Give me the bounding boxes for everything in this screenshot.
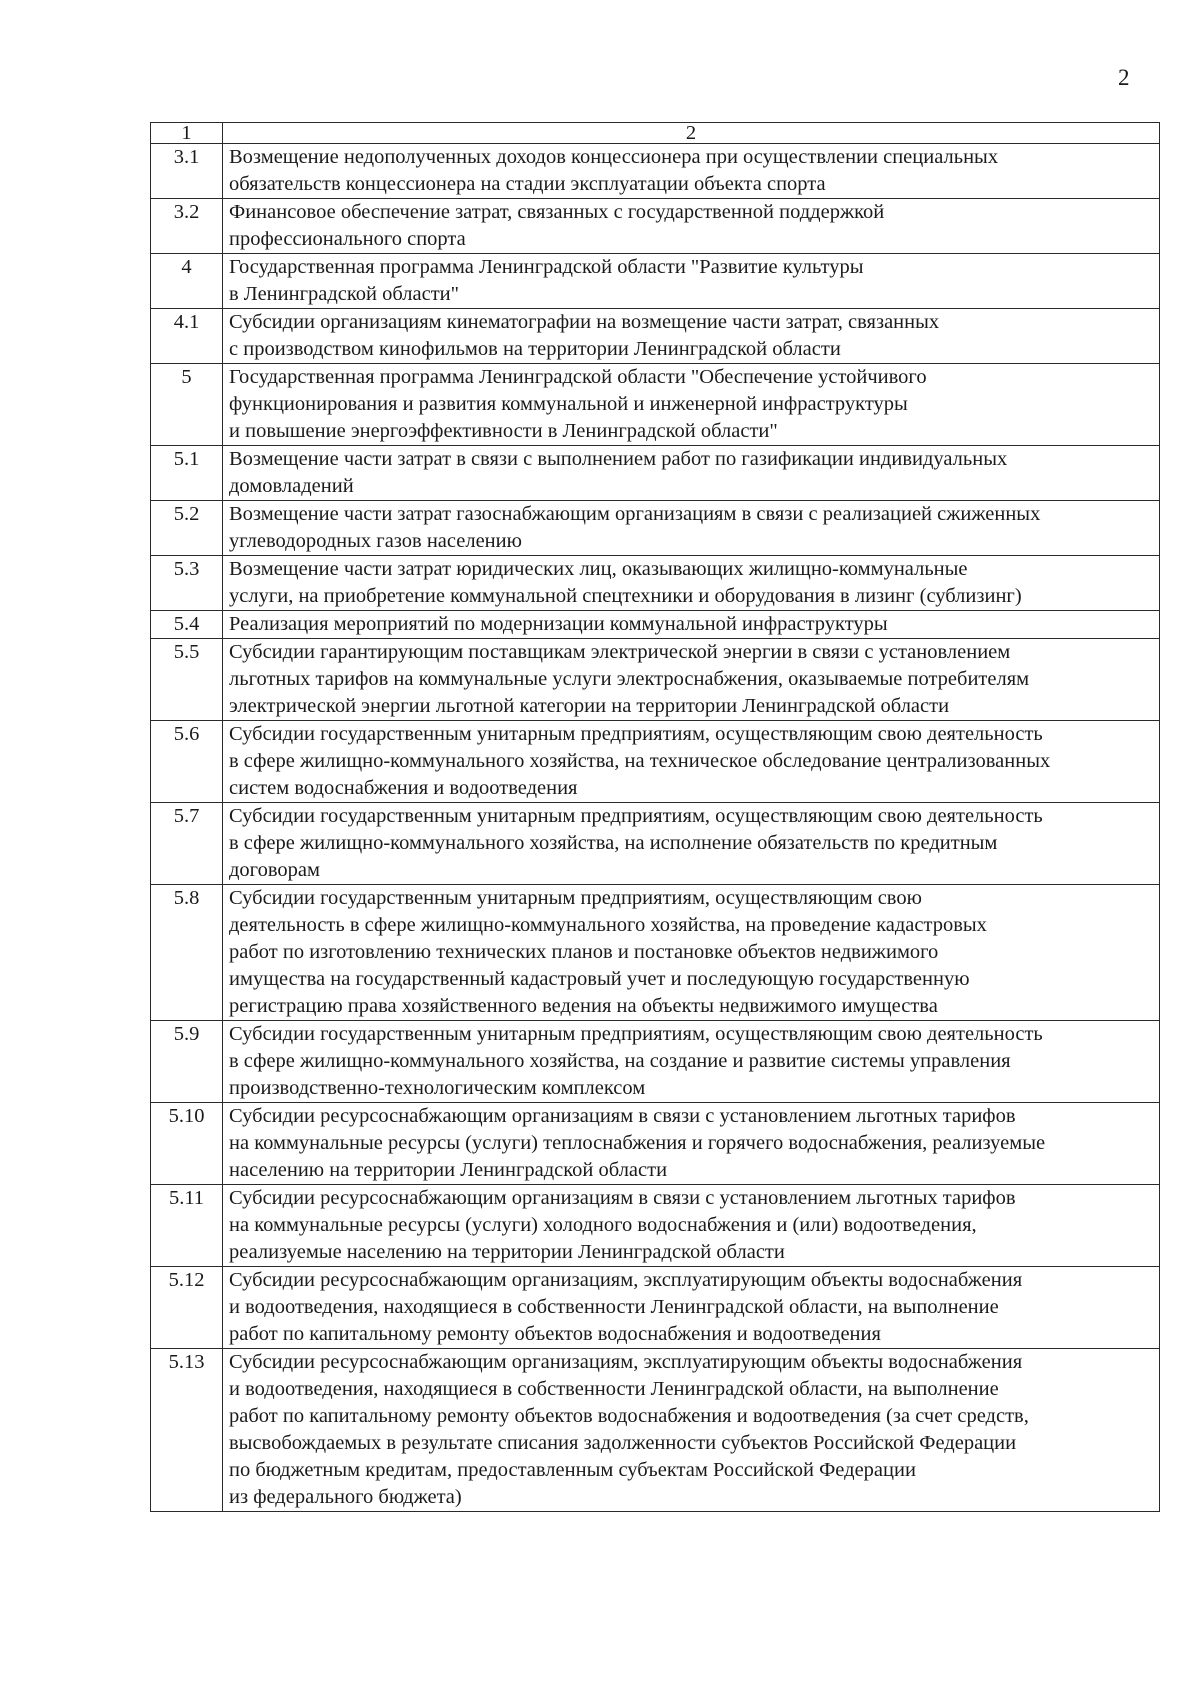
row-number: 5.12: [151, 1267, 223, 1349]
description-line: в Ленинградской области": [229, 283, 460, 305]
row-description: [223, 1267, 1160, 1349]
row-number: 5.7: [151, 803, 223, 885]
description-line: работ по капитальному ремонту объектов водоснабжения и водоотведения (за счет средств,: [229, 1405, 1029, 1427]
row-number: 5.5: [151, 639, 223, 721]
row-number: 5.4: [151, 611, 223, 639]
page-number: 2: [1118, 65, 1130, 90]
description-line: Субсидии ресурсоснабжающим организациям, эксплуатирующим объекты водоснабжения: [229, 1351, 1023, 1373]
description-line: и повышение энергоэффективности в Ленинградской области": [229, 420, 778, 442]
description-line: в сфере жилищно-коммунального хозяйства, на техническое обследование централизованных: [229, 750, 1051, 772]
description-line: имущества на государственный кадастровый учет и последующую государственную: [229, 968, 970, 990]
description-line: систем водоснабжения и водоотведения: [229, 777, 578, 799]
table-row: [151, 611, 1160, 639]
description-line: Субсидии ресурсоснабжающим организациям в связи с установлением льготных тарифов: [229, 1105, 1016, 1127]
row-number: 3.1: [151, 144, 223, 199]
description-line: по бюджетным кредитам, предоставленным субъектам Российской Федерации: [229, 1459, 916, 1481]
row-description: [223, 199, 1160, 254]
row-description: [223, 556, 1160, 611]
description-line: домовладений: [229, 475, 354, 497]
description-line: Возмещение части затрат юридических лиц, оказывающих жилищно-коммунальные: [229, 558, 968, 580]
description-line: работ по изготовлению технических планов и постановке объектов недвижимого: [229, 941, 939, 963]
description-line: профессионального спорта: [229, 228, 466, 250]
table-row: [151, 144, 1160, 199]
row-description: [223, 721, 1160, 803]
row-description: [223, 501, 1160, 556]
row-description: [223, 1185, 1160, 1267]
description-line: услуги, на приобретение коммунальной спецтехники и оборудования в лизинг (сублизинг): [229, 585, 1022, 607]
table-row: [151, 639, 1160, 721]
row-description: [223, 1349, 1160, 1512]
table-row: [151, 199, 1160, 254]
row-number: 5.13: [151, 1349, 223, 1512]
table-row: [151, 446, 1160, 501]
row-description: [223, 1021, 1160, 1103]
description-line: функционирования и развития коммунальной и инженерной инфраструктуры: [229, 393, 908, 415]
table-row: [151, 885, 1160, 1021]
description-line: деятельность в сфере жилищно-коммунального хозяйства, на проведение кадастровых: [229, 914, 987, 936]
description-line: Субсидии государственным унитарным предприятиям, осуществляющим свою деятельность: [229, 723, 1043, 745]
description-line: Субсидии организациям кинематографии на возмещение части затрат, связанных: [229, 311, 940, 333]
description-line: и водоотведения, находящиеся в собственности Ленинградской области, на выполнение: [229, 1378, 999, 1400]
description-line: производственно-технологическим комплексом: [229, 1077, 646, 1099]
row-description: [223, 446, 1160, 501]
row-description: [223, 611, 1160, 639]
table-row: [151, 1349, 1160, 1512]
description-line: в сфере жилищно-коммунального хозяйства, на создание и развитие системы управления: [229, 1050, 1011, 1072]
table-row: [151, 364, 1160, 446]
description-line: Субсидии гарантирующим поставщикам электрической энергии в связи с установлением: [229, 641, 1011, 663]
table-header-row: [151, 123, 1160, 144]
description-line: Субсидии государственным унитарным предприятиям, осуществляющим свою деятельность: [229, 1023, 1043, 1045]
description-line: на коммунальные ресурсы (услуги) холодного водоснабжения и (или) водоотведения,: [229, 1214, 977, 1236]
description-line: Возмещение части затрат в связи с выполнением работ по газификации индивидуальных: [229, 448, 1008, 470]
row-description: [223, 364, 1160, 446]
table-row: [151, 1103, 1160, 1185]
description-line: из федерального бюджета): [229, 1486, 462, 1508]
description-line: Возмещение недополученных доходов концессионера при осуществлении специальных: [229, 146, 999, 168]
description-line: Возмещение части затрат газоснабжающим организациям в связи с реализацией сжиженных: [229, 503, 1041, 525]
row-number: 5.2: [151, 501, 223, 556]
row-description: [223, 254, 1160, 309]
description-line: Субсидии ресурсоснабжающим организациям в связи с установлением льготных тарифов: [229, 1187, 1016, 1209]
column-header-text: 2: [223, 123, 1160, 144]
table-row: [151, 803, 1160, 885]
row-number: 4.1: [151, 309, 223, 364]
description-line: и водоотведения, находящиеся в собственности Ленинградской области, на выполнение: [229, 1296, 999, 1318]
table-row: [151, 1185, 1160, 1267]
table-row: [151, 721, 1160, 803]
description-line: реализуемые населению на территории Ленинградской области: [229, 1241, 785, 1263]
description-line: Государственная программа Ленинградской области "Обеспечение устойчивого: [229, 366, 927, 388]
row-number: 5.6: [151, 721, 223, 803]
table-row: [151, 1021, 1160, 1103]
description-line: Субсидии государственным унитарным предприятиям, осуществляющим свою: [229, 887, 922, 909]
row-number: 5.10: [151, 1103, 223, 1185]
row-description: [223, 885, 1160, 1021]
table-row: [151, 254, 1160, 309]
description-line: высвобождаемых в результате списания задолженности субъектов Российской Федерации: [229, 1432, 1017, 1454]
row-number: 3.2: [151, 199, 223, 254]
description-line: углеводородных газов населению: [229, 530, 522, 552]
description-line: с производством кинофильмов на территории Ленинградской области: [229, 338, 841, 360]
row-number: 5: [151, 364, 223, 446]
row-description: [223, 309, 1160, 364]
description-line: электрической энергии льготной категории на территории Ленинградской области: [229, 695, 950, 717]
table-body: [151, 144, 1160, 1512]
row-number: 5.9: [151, 1021, 223, 1103]
row-number: 5.1: [151, 446, 223, 501]
description-line: Субсидии ресурсоснабжающим организациям, эксплуатирующим объекты водоснабжения: [229, 1269, 1023, 1291]
row-number: 5.3: [151, 556, 223, 611]
description-line: Государственная программа Ленинградской области "Развитие культуры: [229, 256, 864, 278]
description-line: на коммунальные ресурсы (услуги) теплоснабжения и горячего водоснабжения, реализуемые: [229, 1132, 1046, 1154]
row-description: [223, 639, 1160, 721]
document-table: [150, 122, 1160, 1512]
table-row: [151, 556, 1160, 611]
row-number: 5.8: [151, 885, 223, 1021]
description-line: Реализация мероприятий по модернизации коммунальной инфраструктуры: [229, 613, 888, 635]
table-row: [151, 501, 1160, 556]
table-row: [151, 1267, 1160, 1349]
description-line: регистрацию права хозяйственного ведения на объекты недвижимого имущества: [229, 995, 938, 1017]
description-line: льготных тарифов на коммунальные услуги электроснабжения, оказываемые потребителям: [229, 668, 1030, 690]
column-header-number: 1: [151, 123, 223, 144]
description-line: в сфере жилищно-коммунального хозяйства, на исполнение обязательств по кредитным: [229, 832, 998, 854]
row-description: [223, 803, 1160, 885]
description-line: обязательств концессионера на стадии эксплуатации объекта спорта: [229, 173, 826, 195]
description-line: населению на территории Ленинградской области: [229, 1159, 668, 1181]
table-row: [151, 309, 1160, 364]
row-description: [223, 144, 1160, 199]
row-number: 4: [151, 254, 223, 309]
row-number: 5.11: [151, 1185, 223, 1267]
row-description: [223, 1103, 1160, 1185]
description-line: работ по капитальному ремонту объектов водоснабжения и водоотведения: [229, 1323, 881, 1345]
description-line: Субсидии государственным унитарным предприятиям, осуществляющим свою деятельность: [229, 805, 1043, 827]
description-line: Финансовое обеспечение затрат, связанных с государственной поддержкой: [229, 201, 885, 223]
description-line: договорам: [229, 859, 320, 881]
